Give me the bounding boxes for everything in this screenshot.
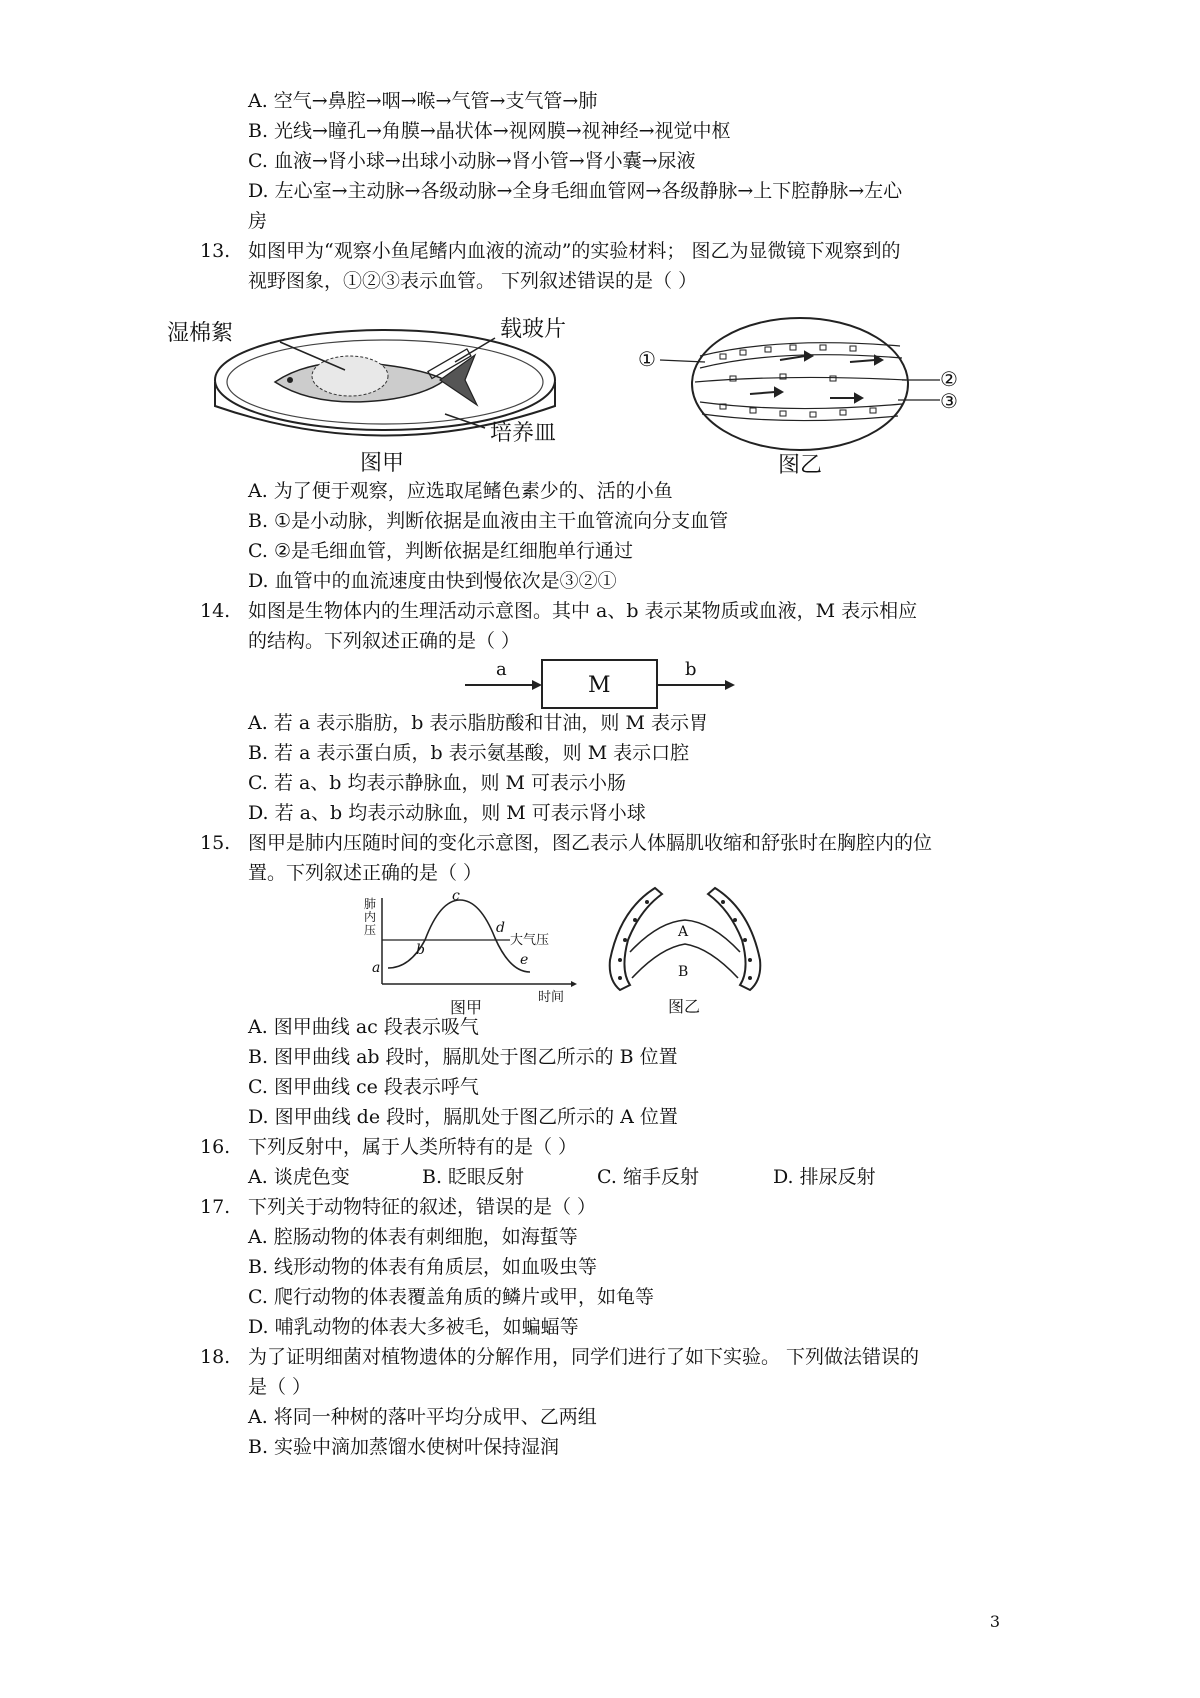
fish-eye — [287, 377, 293, 383]
q13-stem-line2: 视野图象，①②③表示血管。 下列叙述错误的是（ ） — [248, 270, 698, 292]
label-a: a — [496, 659, 507, 680]
q12-option-a: A. 空气→鼻腔→咽→喉→气管→支气管→肺 — [248, 90, 598, 112]
q14-diagram — [460, 655, 760, 715]
label-b: b — [685, 659, 697, 680]
q13-figure-yi — [640, 316, 1020, 481]
point-b: b — [416, 942, 425, 958]
q14-option-a: A. 若 a 表示脂肪，b 表示脂肪酸和甘油，则 M 表示胃 — [248, 712, 708, 734]
q15-option-a: A. 图甲曲线 ac 段表示吸气 — [248, 1016, 479, 1038]
q13-stem-line1: 如图甲为“观察小鱼尾鳍内血液的流动”的实验材料； 图乙为显微镜下观察到的 — [248, 240, 901, 262]
q12-option-d-cont: 房 — [248, 210, 268, 232]
q17-option-c: C. 爬行动物的体表覆盖角质的鳞片或甲，如龟等 — [248, 1286, 654, 1308]
q17-option-b: B. 线形动物的体表有角质层，如血吸虫等 — [248, 1256, 598, 1278]
caption-yi: 图乙 — [668, 997, 701, 1016]
label-glass-slide: 载玻片 — [500, 317, 567, 342]
q17-stem: 下列关于动物特征的叙述，错误的是（ ） — [248, 1196, 597, 1218]
q15-stem-line1: 图甲是肺内压随时间的变化示意图，图乙表示人体膈肌收缩和舒张时在胸腔内的位 — [248, 832, 933, 854]
label-vessel-2: ② — [940, 367, 958, 391]
field-of-view — [692, 318, 908, 450]
atm-label: 大气压 — [510, 933, 550, 948]
q13-option-a: A. 为了便于观察，应选取尾鳍色素少的、活的小鱼 — [248, 480, 673, 502]
label-a: A — [678, 924, 689, 940]
q13-option-b: B. ①是小动脉，判断依据是血液由主干血管流向分支血管 — [248, 510, 729, 532]
point-d: d — [496, 920, 505, 936]
q16-stem: 下列反射中，属于人类所特有的是（ ） — [248, 1136, 578, 1158]
q15-figure-yi — [600, 880, 820, 1020]
label-wet-cotton: 湿棉絮 — [167, 321, 234, 346]
q17-option-a: A. 腔肠动物的体表有刺细胞，如海蜇等 — [248, 1226, 578, 1248]
q16-number: 16. — [200, 1136, 231, 1158]
q15-option-b: B. 图甲曲线 ab 段时，膈肌处于图乙所示的 B 位置 — [248, 1046, 678, 1068]
label-vessel-1: ① — [638, 347, 656, 371]
point-a: a — [372, 960, 381, 976]
q16-option-d: D. 排尿反射 — [773, 1166, 876, 1188]
q18-stem-line2: 是（ ） — [248, 1376, 312, 1398]
pressure-curve — [388, 900, 530, 972]
vessel-2 — [695, 377, 906, 382]
q13-option-c: C. ②是毛细血管，判断依据是红细胞单行通过 — [248, 540, 633, 562]
label-petri-dish: 培养皿 — [490, 421, 557, 446]
label-m: M — [588, 673, 611, 698]
caption-jia: 图甲 — [360, 451, 405, 476]
q17-number: 17. — [200, 1196, 231, 1218]
q18-stem-line1: 为了证明细菌对植物遗体的分解作用，同学们进行了如下实验。 下列做法错误的 — [248, 1346, 920, 1368]
ylabel-1: 肺 — [364, 897, 377, 911]
point-c: c — [452, 888, 460, 904]
caption-jia: 图甲 — [450, 998, 483, 1017]
q13-option-d: D. 血管中的血流速度由快到慢依次是③②① — [248, 570, 617, 592]
q18-number: 18. — [200, 1346, 231, 1368]
q12-option-c: C. 血液→肾小球→出球小动脉→肾小管→肾小囊→尿液 — [248, 150, 696, 172]
q12-option-b: B. 光线→瞳孔→角膜→晶状体→视网膜→视神经→视觉中枢 — [248, 120, 731, 142]
label-b: B — [678, 964, 689, 980]
q13-number: 13. — [200, 240, 231, 262]
q16-option-a: A. 谈虎色变 — [248, 1166, 350, 1188]
ylabel-2: 内 — [364, 910, 377, 924]
label-vessel-3: ③ — [940, 389, 958, 413]
q14-number: 14. — [200, 600, 231, 622]
q13-figure-jia — [165, 310, 615, 485]
q15-figure-jia — [360, 888, 600, 1018]
q17-option-d: D. 哺乳动物的体表大多被毛，如蝙蝠等 — [248, 1316, 579, 1338]
page-number: 3 — [989, 1612, 1000, 1631]
q15-option-c: C. 图甲曲线 ce 段表示呼气 — [248, 1076, 479, 1098]
q18-option-a: A. 将同一种树的落叶平均分成甲、乙两组 — [248, 1406, 597, 1428]
ylabel-3: 压 — [364, 923, 377, 937]
wet-cotton — [312, 356, 388, 396]
q14-option-d: D. 若 a、b 均表示动脉血，则 M 可表示肾小球 — [248, 802, 646, 824]
q14-option-c: C. 若 a、b 均表示静脉血，则 M 可表示小肠 — [248, 772, 627, 794]
point-e: e — [520, 952, 529, 968]
q18-option-b: B. 实验中滴加蒸馏水使树叶保持湿润 — [248, 1436, 560, 1458]
x-axis-label: 时间 — [538, 990, 565, 1005]
q14-stem-line1: 如图是生物体内的生理活动示意图。其中 a、b 表示某物质或血液，M 表示相应 — [248, 600, 918, 622]
q16-option-b: B. 眨眼反射 — [422, 1166, 525, 1188]
q14-option-b: B. 若 a 表示蛋白质，b 表示氨基酸，则 M 表示口腔 — [248, 742, 690, 764]
caption-yi: 图乙 — [778, 453, 823, 478]
q16-option-c: C. 缩手反射 — [597, 1166, 699, 1188]
q15-number: 15. — [200, 832, 231, 854]
q15-option-d: D. 图甲曲线 de 段时，膈肌处于图乙所示的 A 位置 — [248, 1106, 678, 1128]
vessel-1 — [700, 343, 900, 356]
q12-option-d: D. 左心室→主动脉→各级动脉→全身毛细血管网→各级静脉→上下腔静脉→左心 — [248, 180, 903, 202]
q14-stem-line2: 的结构。下列叙述正确的是（ ） — [248, 630, 521, 652]
q15-stem-line2: 置。下列叙述正确的是（ ） — [248, 862, 483, 884]
